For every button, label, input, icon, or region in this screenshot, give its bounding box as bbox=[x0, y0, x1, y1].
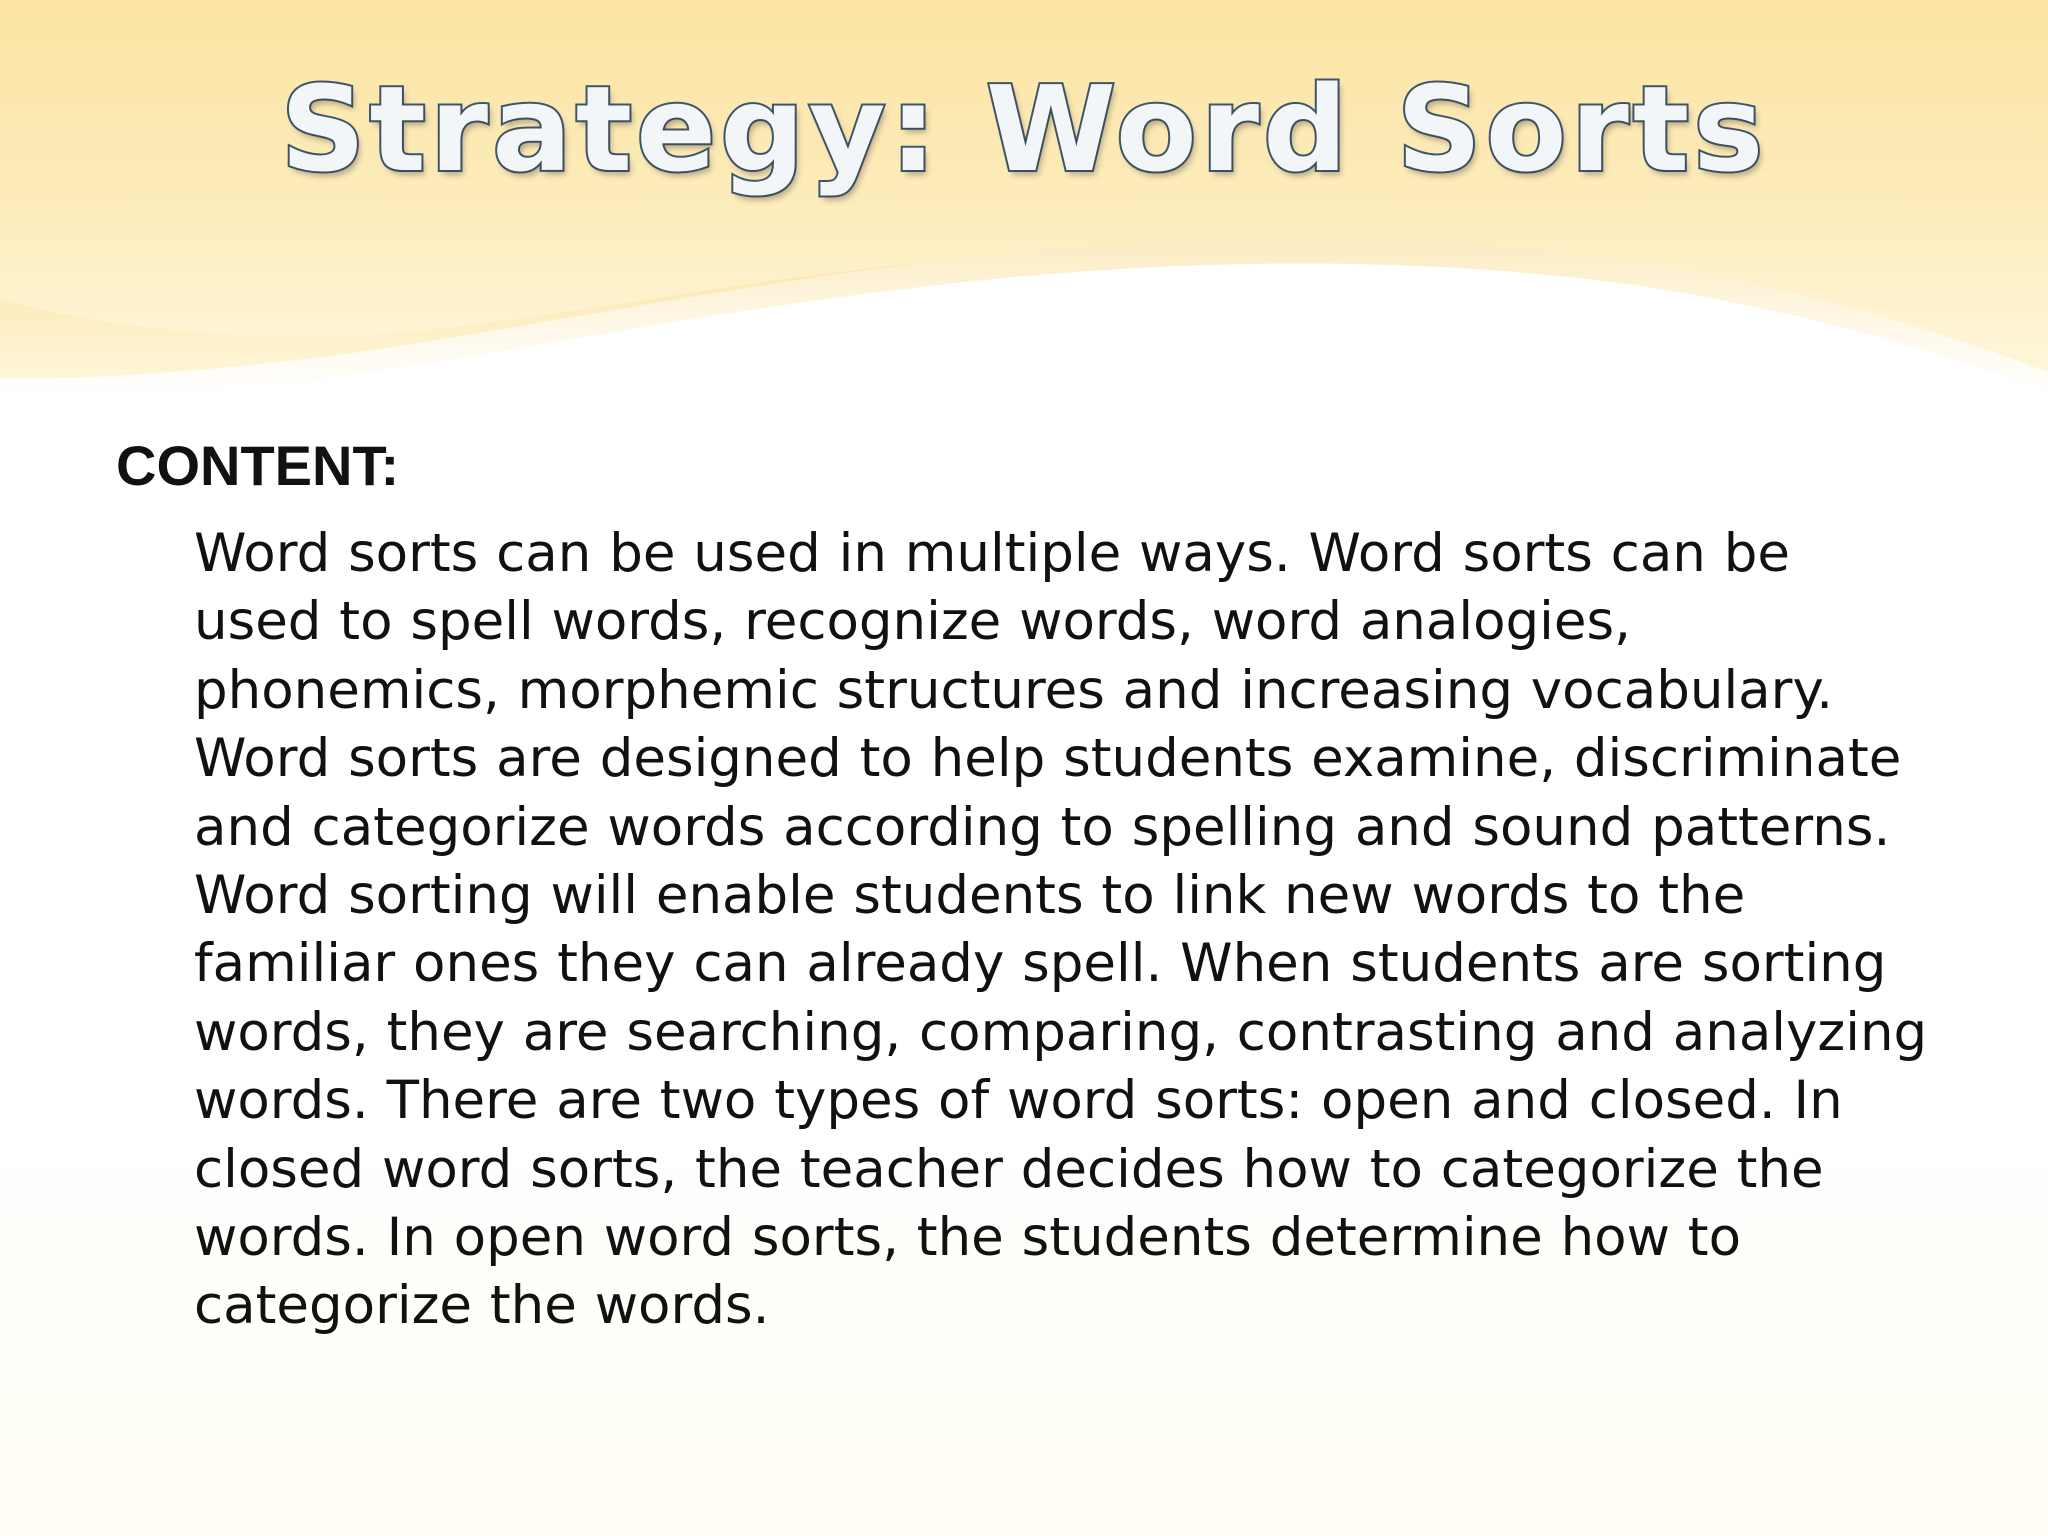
content-section-label: CONTENT: bbox=[116, 434, 400, 497]
content-paragraph: Word sorts can be used in multiple ways. Word sorts can be used to spell words, recognize words, word analogies, phonemics, morphemic structures and increasing vocabulary. Word sorts are designed to help students examine, discriminate and categorize words according to spelling and sound patterns. Word sorting will enable students to link new words to the familiar ones they can already spell. When students are sorting words, they are searching, comparing, contrasting and analyzing words. There are two types of word sorts: open and closed. In closed word sorts, the teacher decides how to categorize the words. In open word sorts, the students determine how to categorize the words. bbox=[194, 523, 1928, 1337]
slide-title: Strategy: Word Sorts bbox=[280, 60, 1768, 198]
